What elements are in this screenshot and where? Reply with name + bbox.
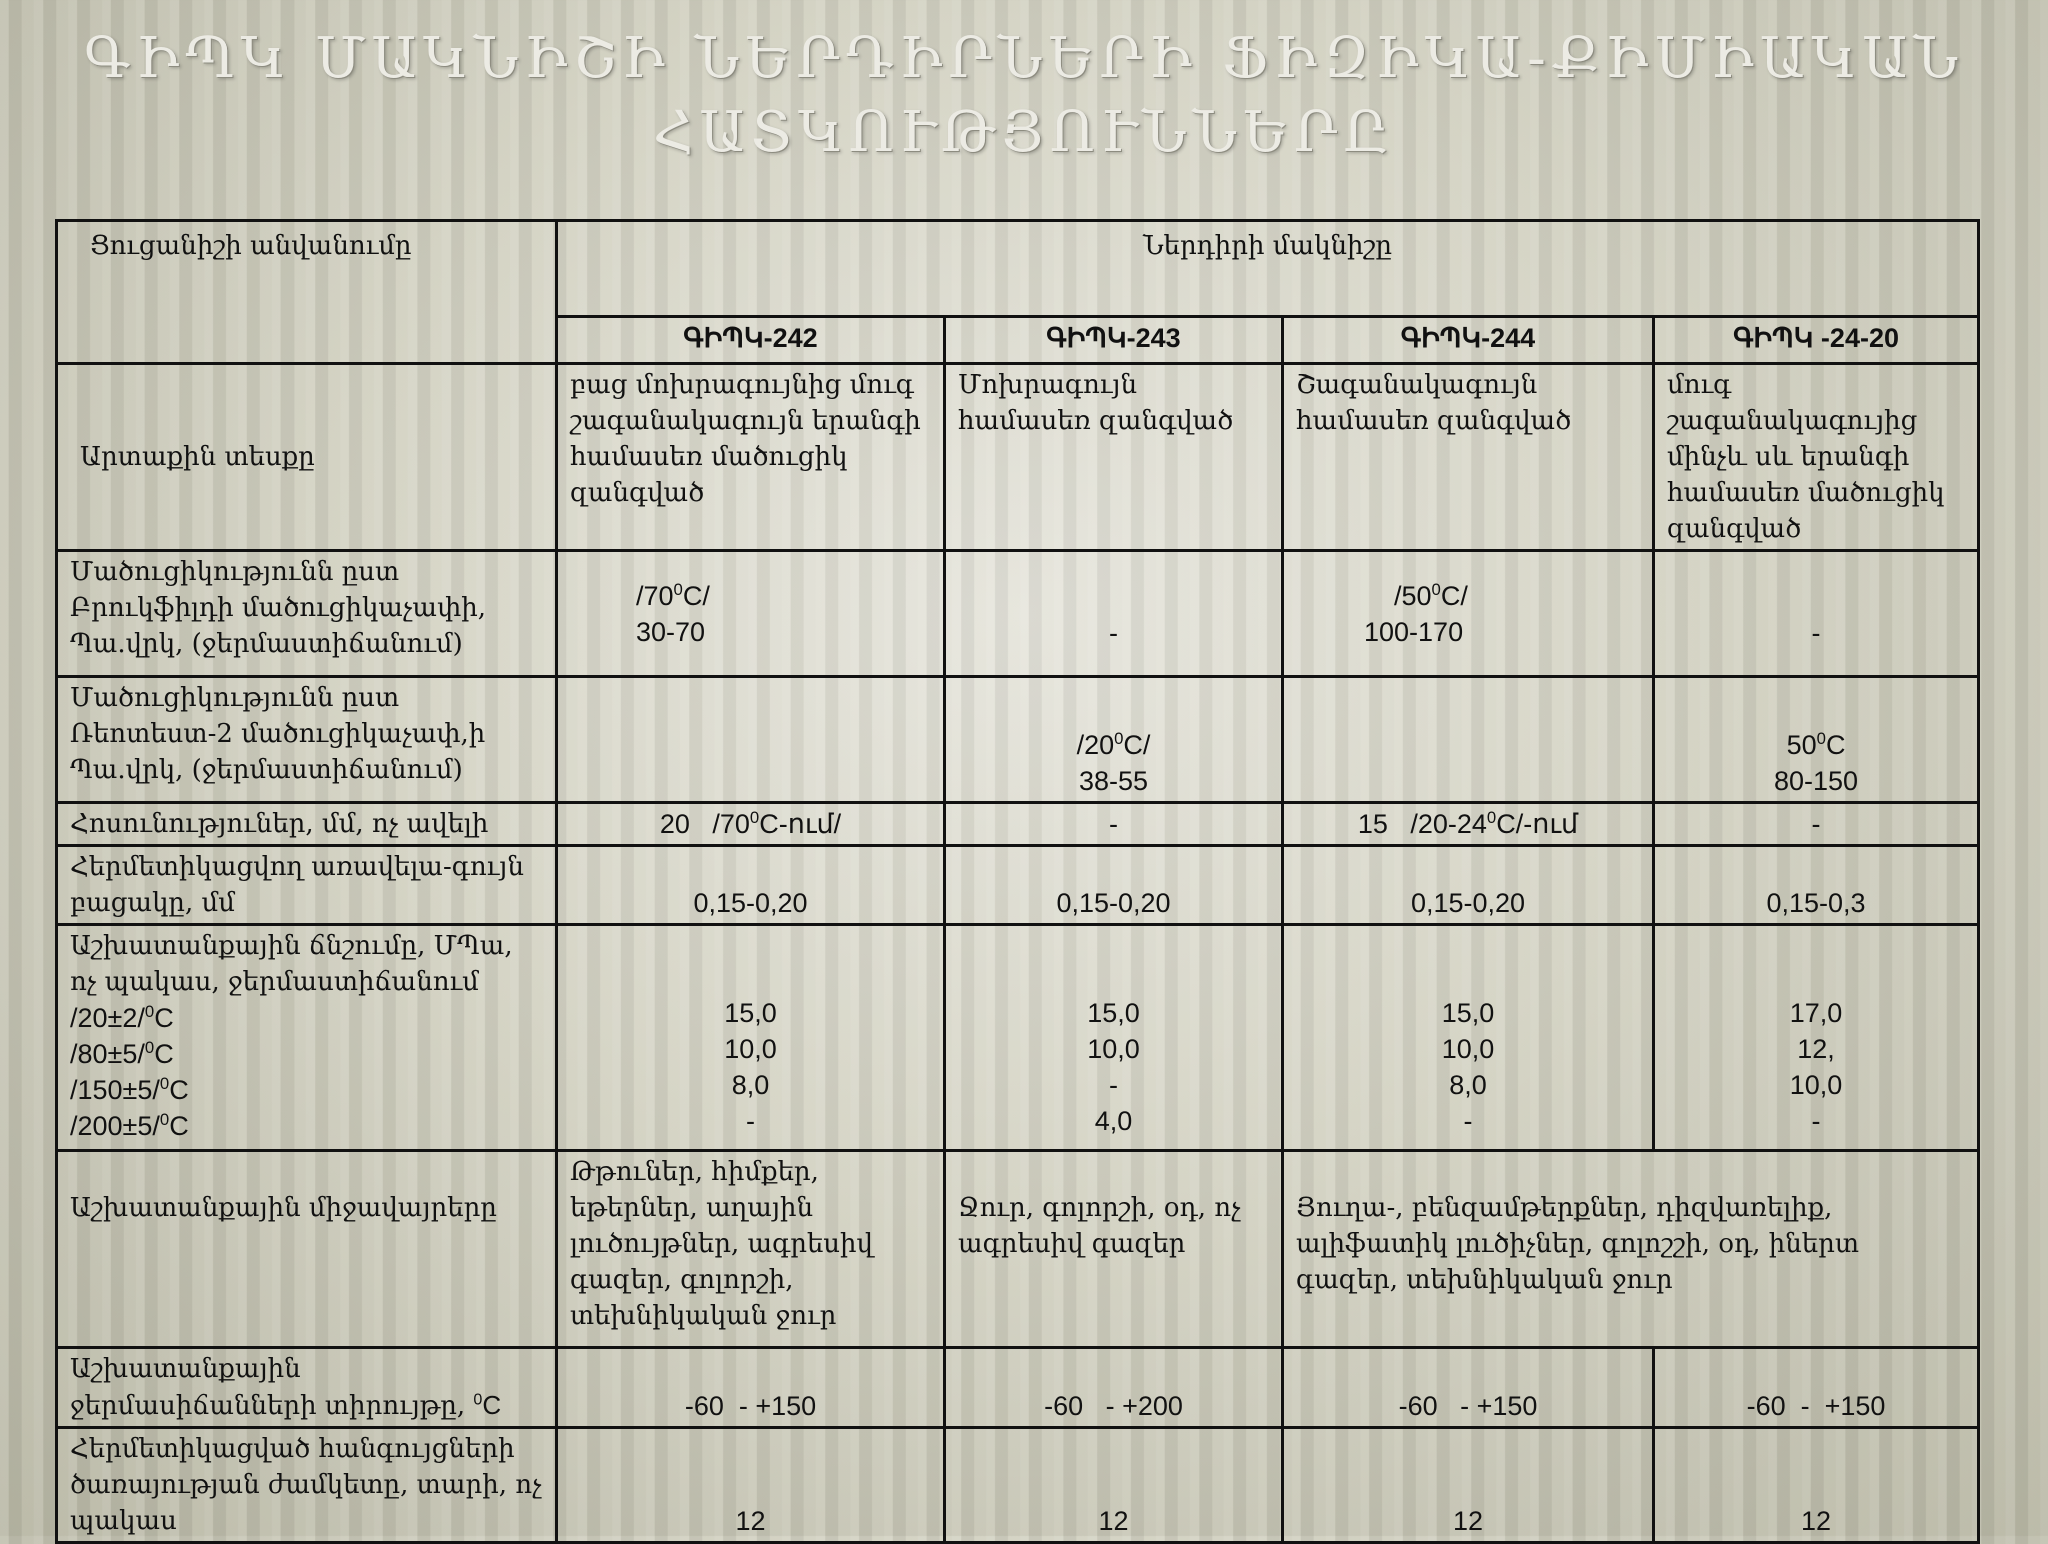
cell-shelf-life-2: 12 bbox=[945, 1428, 1283, 1543]
table-header-row bbox=[57, 221, 1979, 317]
cell-appearance-1: բաց մոխրագույնից մուգ շագանակագույն երանգի համասեռ մածուցիկ զանգված bbox=[557, 364, 945, 551]
pressure-3-v1: 15,0 bbox=[1441, 998, 1495, 1028]
row-label-visc-rheotest: Մածուցիկությունն ըստ Ռեոտեստ-2 մածուցիկաչափ,ի Պա.վրկ, (ջերմաստիճանում) bbox=[57, 677, 557, 803]
brand-col-4: ԳԻՊԿ -24-20 bbox=[1654, 317, 1979, 364]
header-brand: Ներդիրի մակնիշը bbox=[557, 221, 1979, 317]
cell-fluidity-3: 15 $/20-24^0C/$-ում bbox=[1283, 803, 1654, 846]
pressure-temp-3: /150±5/$^0$C bbox=[70, 1074, 189, 1105]
pressure-4-v4: - bbox=[1811, 1106, 1821, 1136]
cell-visc-brookfield-4: - bbox=[1654, 551, 1979, 677]
properties-table bbox=[55, 219, 1980, 1544]
pressure-4-v1: 17,0 bbox=[1789, 998, 1843, 1028]
cell-fluidity-1: 20 $/70^0C-ում/$ bbox=[557, 803, 945, 846]
row-label-appearance: Արտաքին տեսքը bbox=[57, 364, 557, 551]
visc-brookfield-3-value: 100-170 bbox=[1364, 616, 1464, 647]
cell-pressure-4 bbox=[1654, 925, 1979, 1151]
pressure-temp-2: /80±5/$^0$C bbox=[70, 1038, 174, 1069]
cell-gap-3: 0,15-0,20 bbox=[1283, 846, 1654, 925]
pressure-2-v1: 15,0 bbox=[1087, 998, 1140, 1028]
cell-visc-rheotest-2 bbox=[945, 677, 1283, 803]
cell-shelf-life-3: 12 bbox=[1283, 1428, 1654, 1543]
cell-fluidity-4: - bbox=[1654, 803, 1979, 846]
cell-visc-brookfield-3 bbox=[1283, 551, 1654, 677]
cell-visc-rheotest-1 bbox=[557, 677, 945, 803]
row-label-pressure bbox=[57, 925, 557, 1151]
cell-media-1: Թթուներ, հիմքեր, եթերներ, աղային լուծույթներ, ագրեսիվ գազեր, գոլորշի, տեխնիկական ջուր bbox=[557, 1151, 945, 1348]
cell-shelf-life-4: 12 bbox=[1654, 1428, 1979, 1543]
table-row-fluidity bbox=[57, 803, 1979, 846]
pressure-4-v2: 12, bbox=[1797, 1034, 1835, 1064]
brand-col-1: ԳԻՊԿ-242 bbox=[557, 317, 945, 364]
visc-brookfield-1-temp: $/70^0C/$ bbox=[636, 579, 710, 611]
cell-visc-rheotest-4 bbox=[1654, 677, 1979, 803]
pressure-temp-4: /200±5/$^0$C bbox=[70, 1110, 189, 1141]
visc-rheotest-2-value: 38-55 bbox=[1078, 766, 1149, 796]
cell-temp-range-3: -60 - +150 bbox=[1283, 1348, 1654, 1428]
visc-rheotest-4-temp: $50^0C$ bbox=[1786, 729, 1846, 760]
brand-col-3: ԳԻՊԿ-244 bbox=[1283, 317, 1654, 364]
table-row-shelf-life bbox=[57, 1428, 1979, 1543]
pressure-1-v1: 15,0 bbox=[724, 998, 777, 1028]
slide-title-line1: ԳԻՊԿ ՄԱԿՆԻՇԻ ՆԵՐԴԻՐՆԵՐԻ ՖԻԶԻԿԱ-ՔԻՄԻԱԿԱՆ bbox=[83, 26, 1965, 91]
pressure-4-v3: 10,0 bbox=[1789, 1070, 1843, 1100]
pressure-1-v2: 10,0 bbox=[724, 1034, 777, 1064]
visc-rheotest-2-temp: $/20^0C/$ bbox=[1076, 729, 1151, 760]
table-row-visc-brookfield bbox=[57, 551, 1979, 677]
cell-gap-2: 0,15-0,20 bbox=[945, 846, 1283, 925]
row-label-temp-range: Աշխատանքային ջերմասիճանների տիրույթը, $^0$C bbox=[57, 1348, 557, 1428]
cell-media-2: Ջուր, գոլորշի, օդ, ոչ ագրեսիվ գազեր bbox=[945, 1151, 1283, 1348]
header-indicator-name: Ցուցանիշի անվանումը bbox=[57, 221, 557, 364]
pressure-3-v3: 8,0 bbox=[1449, 1070, 1487, 1100]
cell-temp-range-2: -60 - +200 bbox=[945, 1348, 1283, 1428]
pressure-temps bbox=[70, 1000, 543, 1144]
cell-shelf-life-1: 12 bbox=[557, 1428, 945, 1543]
pressure-1-v3: 8,0 bbox=[731, 1070, 770, 1100]
pressure-1-v4: - bbox=[746, 1106, 755, 1136]
row-label-shelf-life: Հերմետիկացված հանգույցների ծառայության ժամկետը, տարի, ոչ պակաս bbox=[57, 1428, 557, 1543]
cell-appearance-4: մուգ շագանակագույից մինչև սև երանգի համասեռ մածուցիկ զանգված bbox=[1654, 364, 1979, 551]
table-row-appearance bbox=[57, 364, 1979, 551]
pressure-3-v4: - bbox=[1463, 1106, 1473, 1136]
brand-col-2: ԳԻՊԿ-243 bbox=[945, 317, 1283, 364]
cell-visc-brookfield-2: - bbox=[945, 551, 1283, 677]
cell-appearance-3: Շագանակագույն համասեռ զանգված bbox=[1283, 364, 1654, 551]
pressure-2-v2: 10,0 bbox=[1087, 1034, 1140, 1064]
pressure-2-v4: 4,0 bbox=[1094, 1106, 1133, 1136]
pressure-label-text: Աշխատանքային ճնշումը, ՄՊա, ոչ պակաս, ջերմաստիճանում bbox=[70, 931, 513, 997]
row-label-fluidity: Հոսունություներ, մմ, ոչ ավելի bbox=[57, 803, 557, 846]
table-row-temp-range bbox=[57, 1348, 1979, 1428]
cell-pressure-3 bbox=[1283, 925, 1654, 1151]
pressure-temp-1: /20±2/$^0$C bbox=[70, 1002, 174, 1033]
cell-appearance-2: Մոխրագույն համասեռ զանգված bbox=[945, 364, 1283, 551]
visc-brookfield-1-value: 30-70 bbox=[636, 616, 706, 647]
cell-pressure-2 bbox=[945, 925, 1283, 1151]
pressure-2-v3: - bbox=[1109, 1070, 1118, 1100]
visc-brookfield-3-temp: $/50^0C/$ bbox=[1394, 579, 1468, 611]
cell-pressure-1 bbox=[557, 925, 945, 1151]
cell-gap-4: 0,15-0,3 bbox=[1654, 846, 1979, 925]
table-row-gap bbox=[57, 846, 1979, 925]
slide-title bbox=[0, 22, 2048, 170]
cell-media-34: Յուղա-, բենզամթերքներ, դիզվառելիք, ալիֆատիկ լուծիչներ, գոլոշշի, օդ, իներտ գազեր, տեխնիկական ջուր bbox=[1283, 1151, 1979, 1348]
row-label-media: Աշխատանքային միջավայրերը bbox=[57, 1151, 557, 1348]
cell-visc-rheotest-3 bbox=[1283, 677, 1654, 803]
table-row-media bbox=[57, 1151, 1979, 1348]
cell-temp-range-4: -60 - +150 bbox=[1654, 1348, 1979, 1428]
cell-temp-range-1: -60 - +150 bbox=[557, 1348, 945, 1428]
cell-gap-1: 0,15-0,20 bbox=[557, 846, 945, 925]
table-row-pressure bbox=[57, 925, 1979, 1151]
table-row-visc-rheotest bbox=[57, 677, 1979, 803]
visc-rheotest-4-value: 80-150 bbox=[1773, 766, 1859, 796]
row-label-gap: Հերմետիկացվող առավելա-գույն բացակը, մմ bbox=[57, 846, 557, 925]
slide-title-line2: ՀԱՏԿՈՒԹՅՈՒՆՆԵՐԸ bbox=[653, 100, 1395, 165]
pressure-3-v2: 10,0 bbox=[1441, 1034, 1495, 1064]
row-label-visc-brookfield: Մածուցիկությունն ըստ Բրուկֆիլդի մածուցիկաչափի, Պա.վրկ, (ջերմաստիճանում) bbox=[57, 551, 557, 677]
cell-visc-brookfield-1 bbox=[557, 551, 945, 677]
cell-fluidity-2: - bbox=[945, 803, 1283, 846]
